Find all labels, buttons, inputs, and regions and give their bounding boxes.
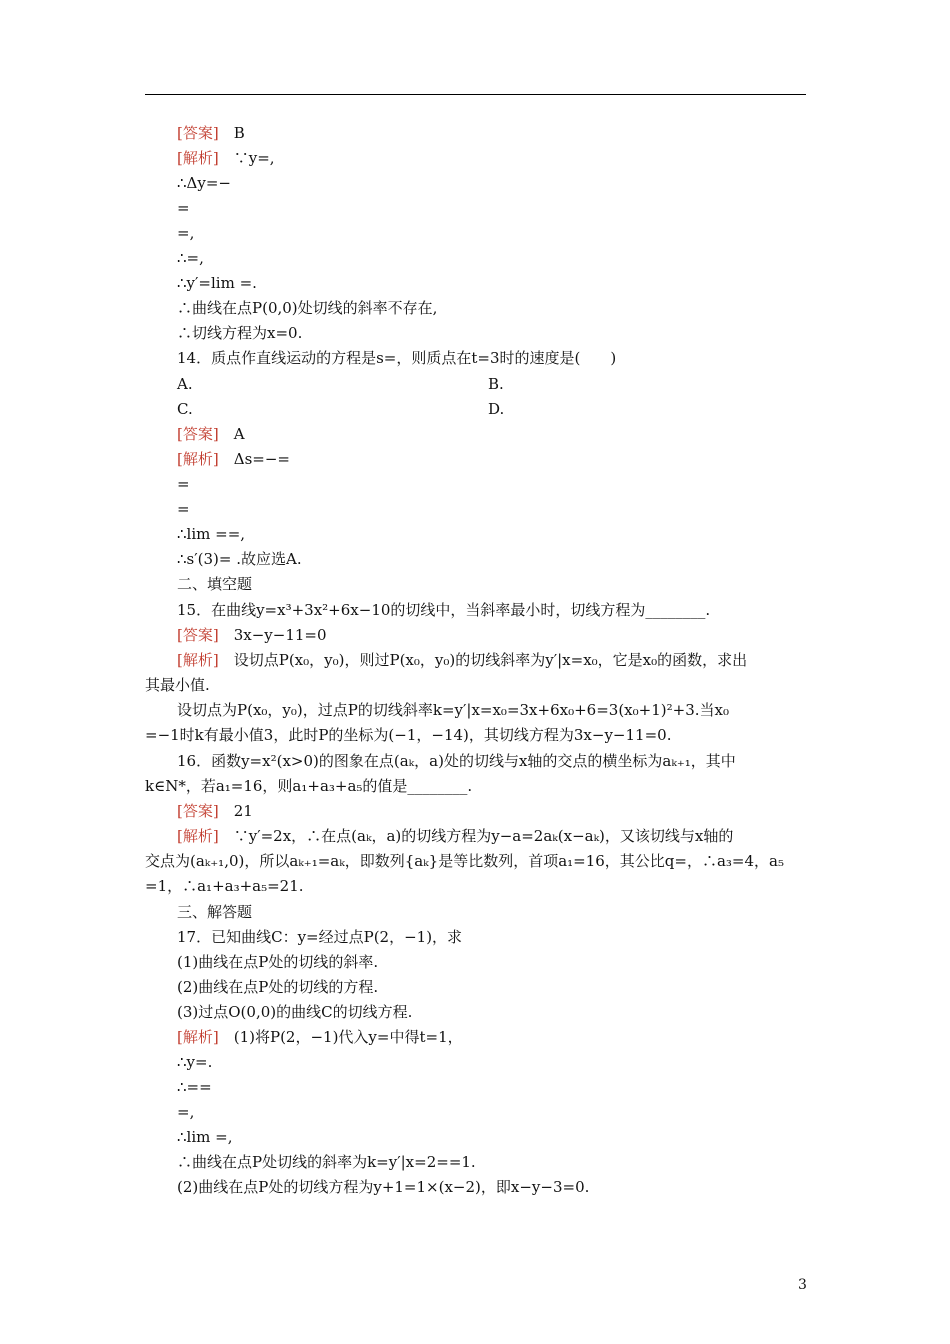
answer-tag: [答案] (177, 802, 219, 820)
text-line: [答案] A (177, 425, 245, 443)
text-line: [解析] Δs=−= (177, 450, 290, 468)
text-line: [答案] 21 (177, 802, 253, 820)
text-line: ∴切线方程为x=0. (177, 324, 303, 342)
question-17: 17．已知曲线C：y=经过点P(2，−1)，求 (177, 928, 463, 946)
question-16: 16．函数y=x²(x>0)的图象在点(aₖ，a)处的切线与x轴的交点的横坐标为aₖ₊₁，其中 (177, 752, 736, 770)
analysis-tag: [解析] (177, 149, 219, 167)
text-line: ∴lim ==, (177, 525, 246, 543)
text-line: ∴Δy=− (177, 174, 231, 192)
text-line: [解析] ∵y=, (177, 149, 275, 167)
text-line: [答案] B (177, 124, 245, 142)
text-line: (2)曲线在点P处的切线方程为y+1=1×(x−2)，即x−y−3=0. (177, 1178, 590, 1196)
text-line: ∴lim =, (177, 1128, 233, 1146)
text-line: = (177, 475, 190, 493)
header-rule (145, 94, 806, 95)
text-line: =, (177, 224, 195, 242)
option-b: B. (488, 375, 504, 393)
option-a: A. (177, 375, 193, 393)
text-line: [解析] 设切点P(x₀，y₀)，则过P(x₀，y₀)的切线斜率为y′|x=x₀，它是x₀的函数，求出 (177, 651, 748, 669)
text-line: [答案] 3x−y−11=0 (177, 626, 327, 644)
text-line: [解析] ∵y′=2x，∴在点(aₖ，a)的切线方程为y−a=2aₖ(x−aₖ)，又该切线与x轴的 (177, 827, 734, 845)
text-line: ∴曲线在点P(0,0)处切线的斜率不存在, (177, 299, 438, 317)
question-15: 15．在曲线y=x³+3x²+6x−10的切线中，当斜率最小时，切线方程为________. (177, 601, 711, 619)
analysis-tag: [解析] (177, 651, 219, 669)
text-line: ∴== (177, 1078, 212, 1096)
section-heading: 二、填空题 (177, 575, 253, 593)
text-line: =1，∴a₁+a₃+a₅=21. (145, 877, 304, 895)
text-line: ∴y=. (177, 1053, 213, 1071)
text-line: ∴曲线在点P处切线的斜率为k=y′|x=2==1. (177, 1153, 476, 1171)
text-line: =−1时k有最小值3，此时P的坐标为(−1，−14)，其切线方程为3x−y−11=0. (145, 726, 672, 744)
answer-tag: [答案] (177, 626, 219, 644)
option-c: C. (177, 400, 193, 418)
text-line: (2)曲线在点P处的切线的方程. (177, 978, 379, 996)
page-number: 3 (798, 1277, 807, 1293)
analysis-tag: [解析] (177, 1028, 219, 1046)
answer-tag: [答案] (177, 124, 219, 142)
section-heading: 三、解答题 (177, 903, 253, 921)
text-line: k∈N*，若a₁=16，则a₁+a₃+a₅的值是________. (145, 777, 473, 795)
option-d: D. (488, 400, 505, 418)
text-line: =, (177, 1103, 195, 1121)
text-line: 其最小值. (145, 676, 210, 694)
text-line: = (177, 500, 190, 518)
analysis-tag: [解析] (177, 450, 219, 468)
question-14: 14．质点作直线运动的方程是s=，则质点在t=3时的速度是( ) (177, 349, 617, 367)
text-line: [解析] (1)将P(2，−1)代入y=中得t=1， (177, 1028, 463, 1046)
analysis-tag: [解析] (177, 827, 219, 845)
text-line: 交点为(aₖ₊₁,0)，所以aₖ₊₁=aₖ，即数列{aₖ}是等比数列，首项a₁=16，其公比q=，∴a₃=4，a₅ (145, 852, 784, 870)
text-line: 设切点为P(x₀，y₀)，过点P的切线斜率k=y′|x=x₀=3x+6x₀+6=3(x₀+1)²+3.当x₀ (177, 701, 729, 719)
text-line: (1)曲线在点P处的切线的斜率. (177, 953, 379, 971)
text-line: = (177, 199, 190, 217)
answer-tag: [答案] (177, 425, 219, 443)
text-line: ∴y′=lim =. (177, 274, 257, 292)
text-line: ∴s′(3)= .故应选A. (177, 550, 302, 568)
text-line: (3)过点O(0,0)的曲线C的切线方程. (177, 1003, 413, 1021)
text-line: ∴=, (177, 249, 204, 267)
